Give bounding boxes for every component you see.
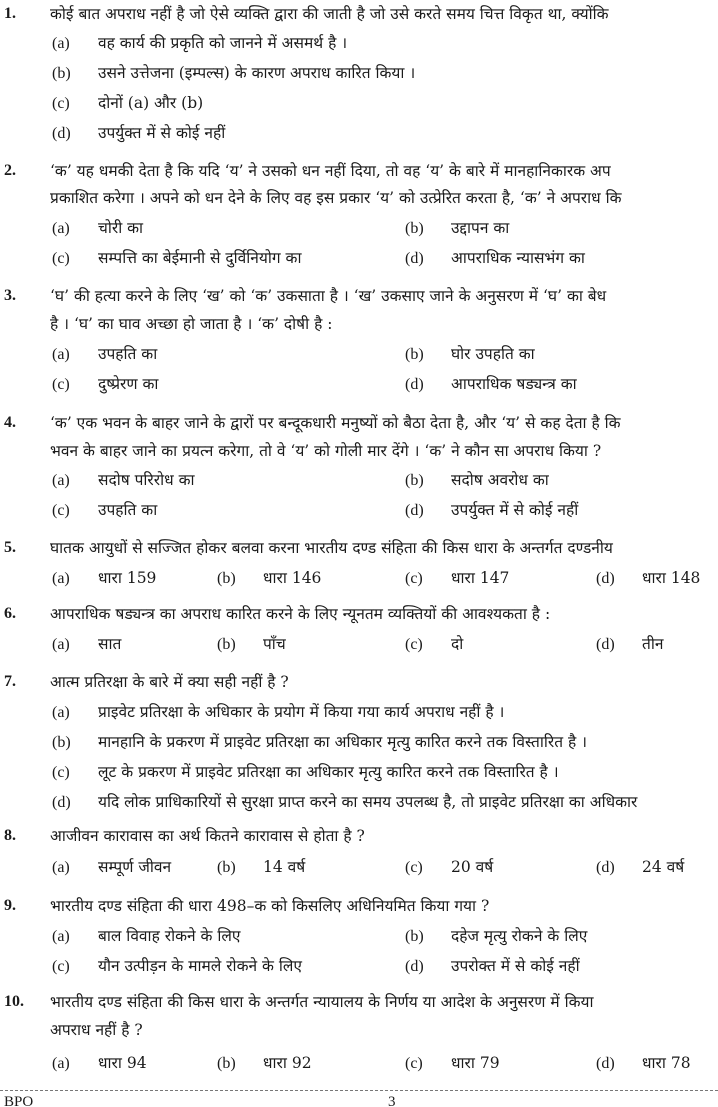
footer-page-number: 3: [388, 1094, 396, 1107]
option-text: धारा 148: [642, 569, 701, 587]
option-text: दुष्प्रेरण का: [98, 375, 159, 393]
option-label: (d): [52, 125, 71, 142]
option-c: [52, 248, 301, 269]
question-number: 4.: [4, 414, 16, 431]
option-text: तीन: [642, 635, 664, 653]
option-text: आपराधिक षड्यन्त्र का: [451, 375, 577, 393]
option-label: (c): [52, 95, 70, 112]
option-text: धारा 92: [263, 1054, 312, 1072]
question-number: 2.: [4, 162, 16, 179]
option-text: घोर उपहति का: [451, 345, 535, 363]
question-stem: भारतीय दण्ड संहिता की किस धारा के अन्तर्गत न्यायालय के निर्णय या आदेश के अनुसरण में किया: [50, 993, 594, 1011]
question-stem: आजीवन कारावास का अर्थ कितने कारावास से होता है ?: [50, 827, 365, 845]
option-text: उद्दापन का: [451, 219, 510, 237]
option-text: वह कार्य की प्रकृति को जानने में असमर्थ है ।: [98, 34, 348, 52]
option-c: [52, 374, 158, 395]
question-number: 6.: [4, 605, 16, 622]
option-text: सदोष अवरोध का: [451, 471, 549, 489]
question-number: 3.: [4, 287, 16, 304]
option-text: 20 वर्ष: [451, 858, 494, 876]
option-a: [52, 702, 504, 723]
option-b: [52, 63, 415, 84]
option-d: [596, 634, 663, 655]
option-text: दो: [451, 635, 464, 653]
option-a: [52, 344, 157, 365]
option-text: दोनों (a) और (b): [98, 94, 204, 112]
option-label: (c): [405, 1055, 423, 1072]
question-number: 10.: [4, 993, 24, 1010]
option-text: धारा 146: [263, 569, 322, 587]
option-d: [405, 248, 585, 269]
option-label: (c): [405, 859, 423, 876]
option-b: [217, 568, 321, 589]
option-label: (b): [217, 859, 236, 876]
question-stem-continued: भवन के बाहर जाने का प्रयत्न करेगा, तो वे ‘य’ को गोली मार देंगे । ‘क’ ने कौन सा अपराध किया ?: [50, 442, 602, 460]
option-label: (a): [52, 928, 70, 945]
option-b: [405, 218, 509, 239]
option-a: [52, 926, 240, 947]
option-text: उपरोक्त में से कोई नहीं: [451, 957, 580, 975]
option-a: [52, 634, 121, 655]
option-label: (b): [217, 570, 236, 587]
option-a: [52, 857, 171, 878]
option-label: (d): [405, 250, 424, 267]
option-b: [405, 926, 587, 947]
option-label: (c): [52, 250, 70, 267]
question-stem: आत्म प्रतिरक्षा के बारे में क्या सही नहीं है ?: [50, 673, 289, 691]
option-label: (d): [52, 794, 71, 811]
option-text: धारा 79: [451, 1054, 500, 1072]
option-label: (a): [52, 472, 70, 489]
option-text: बाल विवाह रोकने के लिए: [98, 927, 241, 945]
option-d: [596, 857, 684, 878]
question-stem: घातक आयुधों से सज्जित होकर बलवा करना भारतीय दण्ड संहिता की किस धारा के अन्तर्गत दण्डनीय: [50, 539, 613, 557]
option-a: [52, 568, 156, 589]
option-text: लूट के प्रकरण में प्राइवेट प्रतिरक्षा का अधिकार मृत्यु कारित करने तक विस्तारित है ।: [98, 763, 559, 781]
question-stem: ‘क’ यह धमकी देता है कि यदि ‘य’ ने उसको धन नहीं दिया, तो वह ‘य’ के बारे में मानहानिकारक अप: [50, 162, 611, 180]
option-label: (a): [52, 570, 70, 587]
question-number: 7.: [4, 673, 16, 690]
option-text: उपहति का: [98, 345, 158, 363]
option-label: (a): [52, 636, 70, 653]
option-label: (a): [52, 220, 70, 237]
option-text: सम्पूर्ण जीवन: [98, 858, 172, 876]
option-c: [52, 762, 559, 783]
option-label: (c): [405, 570, 423, 587]
option-c: [405, 857, 493, 878]
option-b: [405, 470, 549, 491]
option-label: (d): [596, 1055, 615, 1072]
option-label: (c): [52, 502, 70, 519]
option-text: यौन उत्पीड़न के मामले रोकने के लिए: [98, 957, 302, 975]
option-a: [52, 1053, 147, 1074]
option-label: (b): [405, 346, 424, 363]
question-stem: आपराधिक षड्यन्त्र का अपराध कारित करने के लिए न्यूनतम व्यक्तियों की आवश्यकता है :: [50, 605, 551, 623]
question-stem: ‘घ’ की हत्या करने के लिए ‘ख’ को ‘क’ उकसाता है । ‘ख’ उकसाए जाने के अनुसरण में ‘घ’ का बेध: [50, 287, 607, 305]
question-stem-continued: अपराध नहीं है ?: [50, 1021, 143, 1039]
option-text: उपर्युक्त में से कोई नहीं: [98, 124, 226, 142]
question-stem: ‘क’ एक भवन के बाहर जाने के द्वारों पर बन्दूकधारी मनुष्यों को बैठा देता है, और ‘य’ से कह देता है कि: [50, 414, 621, 432]
option-d: [405, 500, 578, 521]
option-label: (d): [405, 502, 424, 519]
option-b: [217, 857, 305, 878]
option-label: (b): [405, 472, 424, 489]
option-text: उपर्युक्त में से कोई नहीं: [451, 501, 579, 519]
option-label: (a): [52, 704, 70, 721]
option-label: (d): [596, 636, 615, 653]
option-text: धारा 159: [98, 569, 157, 587]
option-label: (b): [52, 734, 71, 751]
option-text: सम्पत्ति का बेईमानी से दुर्विनियोग का: [98, 249, 302, 267]
option-d: [405, 374, 577, 395]
option-c: [405, 568, 509, 589]
option-c: [52, 500, 157, 521]
option-text: सदोष परिरोध का: [98, 471, 195, 489]
option-c: [405, 634, 463, 655]
option-text: प्राइवेट प्रतिरक्षा के अधिकार के प्रयोग में किया गया कार्य अपराध नहीं है ।: [98, 703, 505, 721]
footer-divider: [0, 1090, 718, 1091]
option-a: [52, 33, 347, 54]
option-text: मानहानि के प्रकरण में प्राइवेट प्रतिरक्षा का अधिकार मृत्यु कारित करने तक विस्तारित है ।: [98, 733, 587, 751]
option-text: 14 वर्ष: [263, 858, 306, 876]
option-label: (d): [405, 376, 424, 393]
question-number: 8.: [4, 827, 16, 844]
question-stem-continued: है । ‘घ’ का घाव अच्छा हो जाता है । ‘क’ दोषी है :: [50, 315, 333, 333]
option-text: धारा 78: [642, 1054, 691, 1072]
option-text: सात: [98, 635, 122, 653]
option-label: (d): [405, 958, 424, 975]
footer-paper-code: BPO: [4, 1094, 34, 1107]
question-number: 1.: [4, 5, 16, 22]
option-text: यदि लोक प्राधिकारियों से सुरक्षा प्राप्त करने का समय उपलब्ध है, तो प्राइवेट प्रतिरक्षा का अधिकार: [98, 793, 638, 811]
option-label: (a): [52, 1055, 70, 1072]
option-label: (c): [405, 636, 423, 653]
option-b: [405, 344, 535, 365]
option-text: धारा 94: [98, 1054, 147, 1072]
option-label: (d): [596, 859, 615, 876]
option-d: [52, 792, 637, 813]
option-label: (c): [52, 764, 70, 781]
option-d: [596, 1053, 691, 1074]
question-stem: कोई बात अपराध नहीं है जो ऐसे व्यक्ति द्वारा की जाती है जो उसे करते समय चित्त विकृत था, क्योंकि: [50, 5, 609, 23]
option-text: उपहति का: [98, 501, 158, 519]
option-d: [596, 568, 700, 589]
question-stem: भारतीय दण्ड संहिता की धारा 498–क को किसलिए अधिनियमित किया गया ?: [50, 897, 490, 915]
option-a: [52, 470, 195, 491]
option-b: [217, 1053, 312, 1074]
option-label: (c): [52, 376, 70, 393]
option-text: पाँच: [263, 635, 286, 653]
option-label: (b): [52, 65, 71, 82]
option-label: (b): [217, 1055, 236, 1072]
option-label: (a): [52, 859, 70, 876]
option-label: (c): [52, 958, 70, 975]
option-label: (a): [52, 346, 70, 363]
option-label: (b): [405, 928, 424, 945]
option-label: (a): [52, 35, 70, 52]
option-text: धारा 147: [451, 569, 510, 587]
option-b: [52, 732, 587, 753]
option-text: आपराधिक न्यासभंग का: [451, 249, 585, 267]
option-d: [405, 956, 580, 977]
option-c: [405, 1053, 500, 1074]
option-text: उसने उत्तेजना (इम्पल्स) के कारण अपराध कारित किया ।: [98, 64, 416, 82]
option-b: [217, 634, 286, 655]
question-number: 5.: [4, 539, 16, 556]
option-text: चोरी का: [98, 219, 144, 237]
option-text: दहेज मृत्यु रोकने के लिए: [451, 927, 588, 945]
option-label: (d): [596, 570, 615, 587]
option-a: [52, 218, 143, 239]
option-label: (b): [405, 220, 424, 237]
option-label: (b): [217, 636, 236, 653]
question-stem-continued: प्रकाशित करेगा । अपने को धन देने के लिए वह इस प्रकार ‘य’ को उत्प्रेरित करता है, ‘क’ ने अपराध कि: [50, 189, 622, 207]
option-text: 24 वर्ष: [642, 858, 685, 876]
option-c: [52, 93, 203, 114]
option-d: [52, 123, 225, 144]
question-number: 9.: [4, 897, 16, 914]
option-c: [52, 956, 302, 977]
